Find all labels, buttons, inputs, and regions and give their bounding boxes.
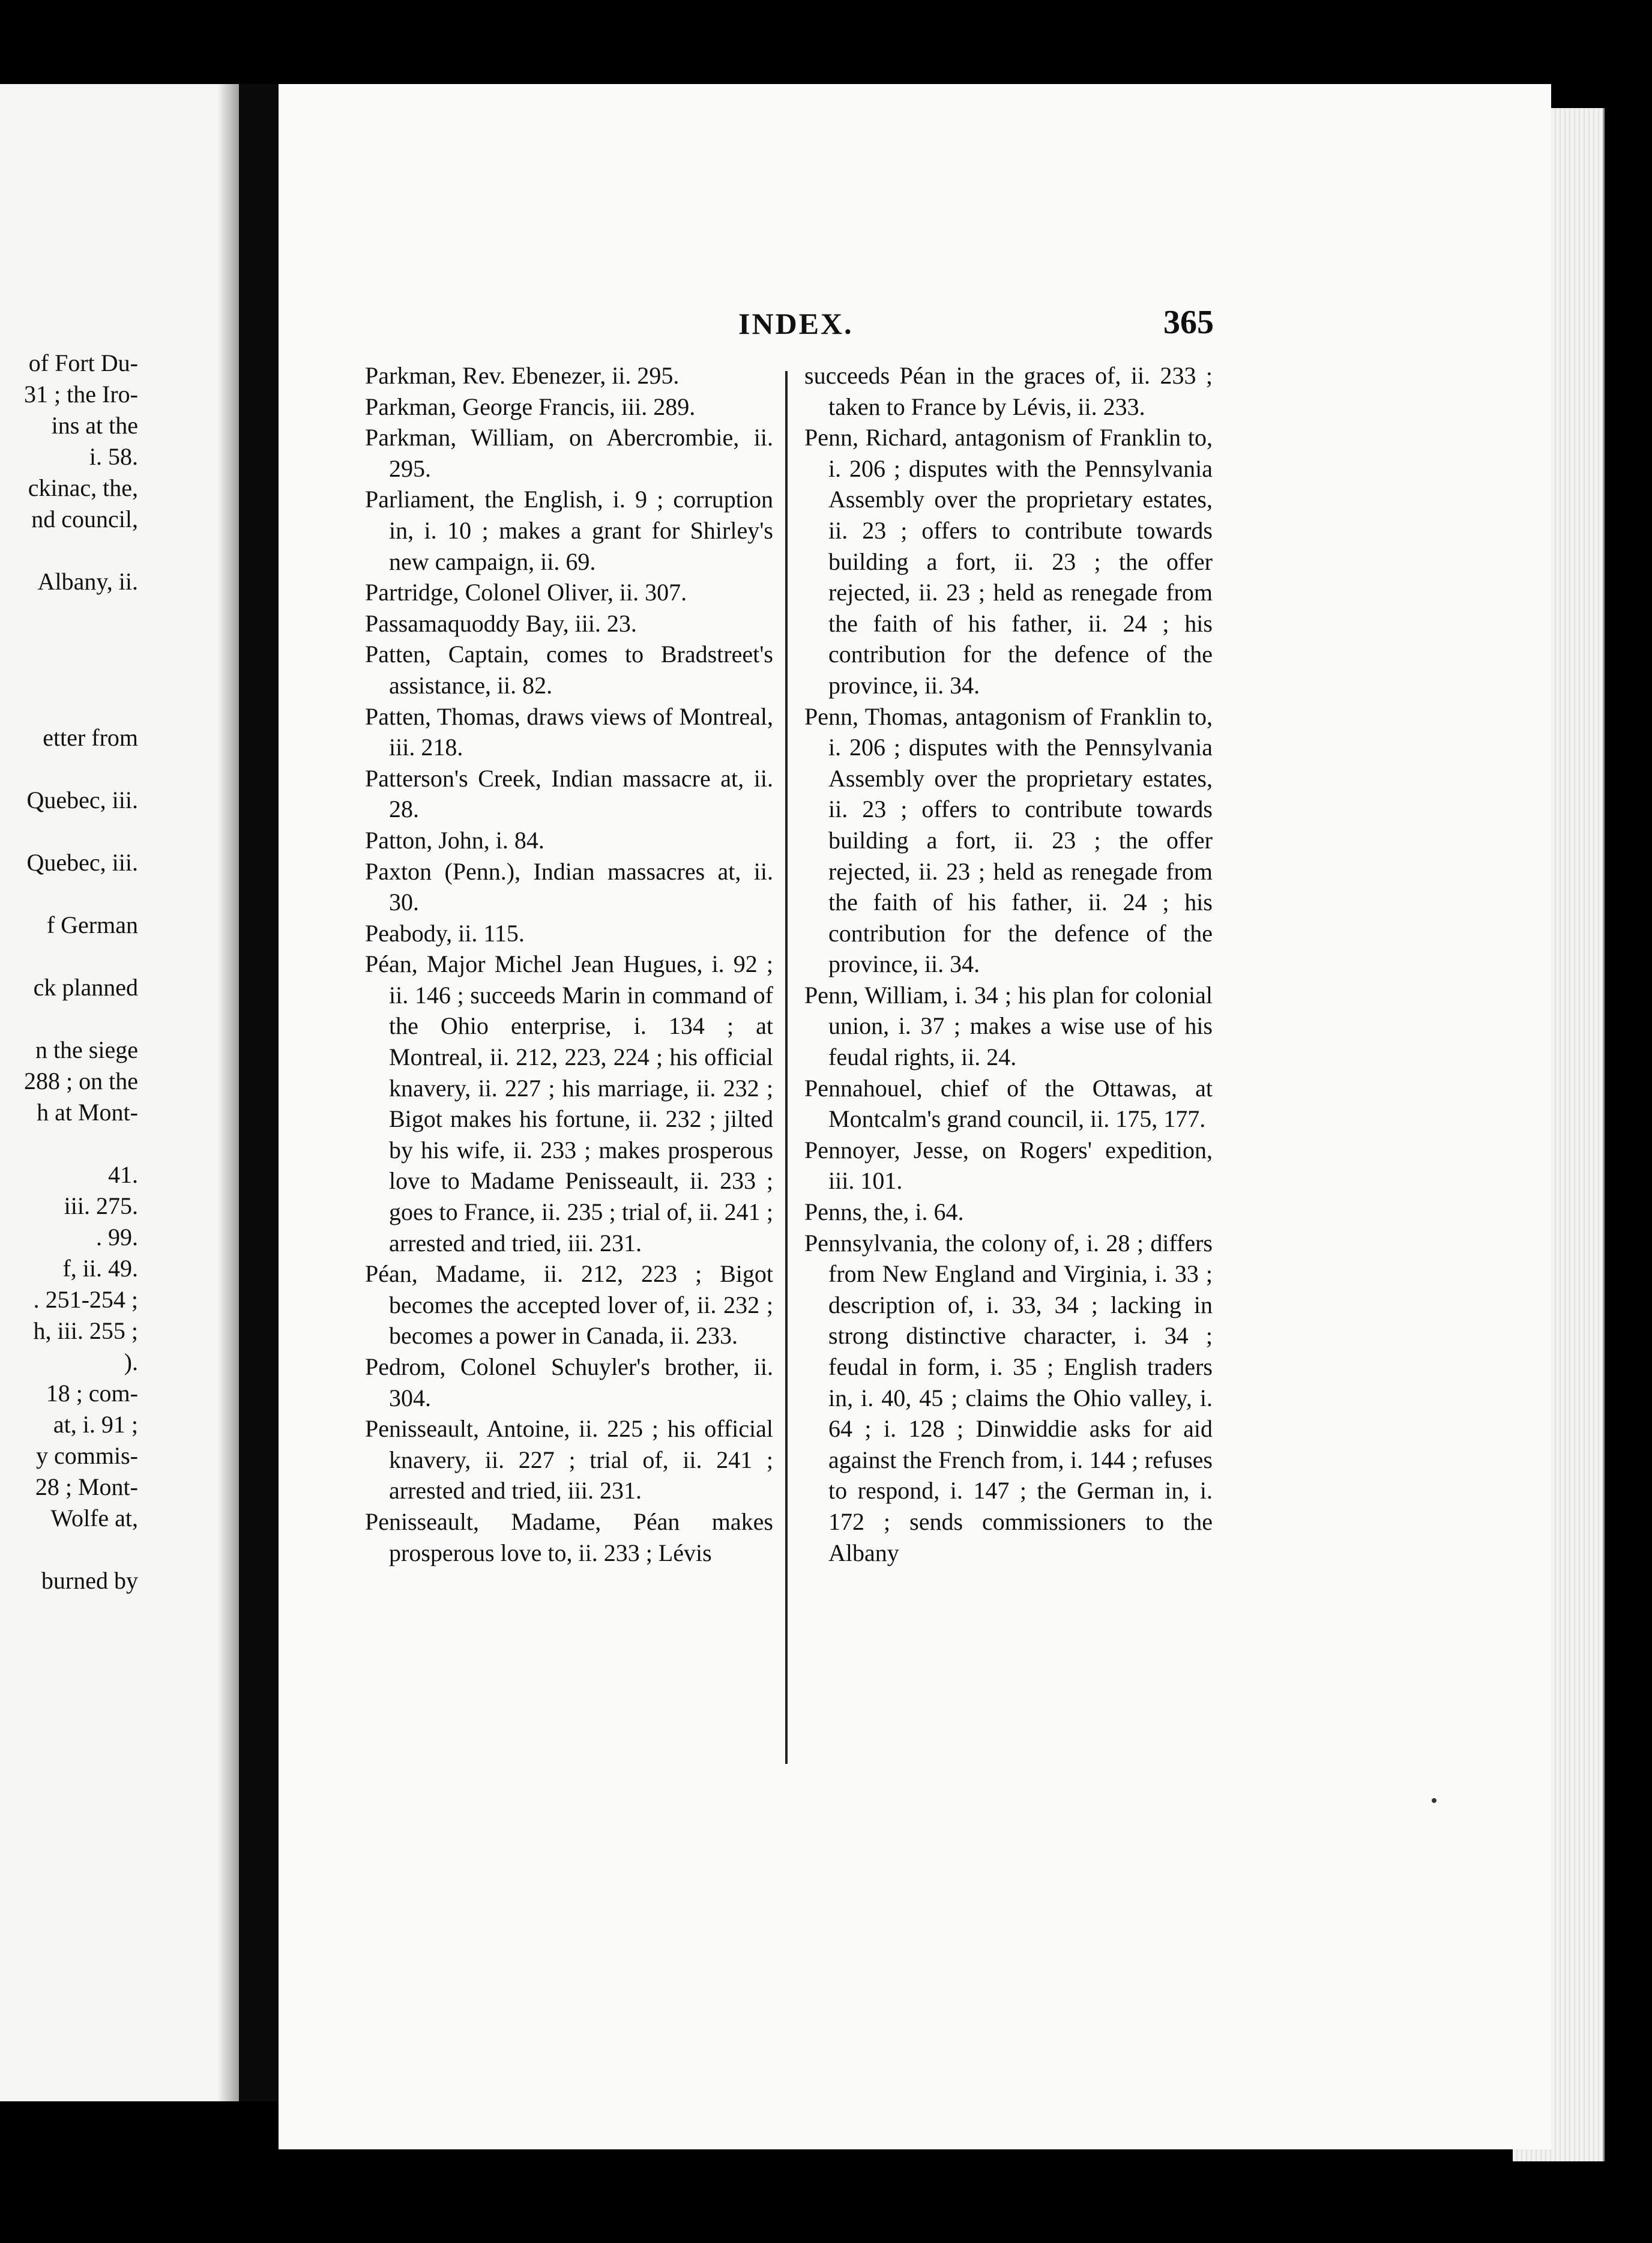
index-entry: Péan, Madame, ii. 212, 223 ; Bigot becomes the accepted lover of, ii. 232 ; becomes a power in Canada, ii. 233. (365, 1260, 773, 1350)
left-fragment-line: ins at the (51, 412, 138, 439)
index-entry: Patten, Thomas, draws views of Montreal, iii. 218. (365, 702, 773, 761)
left-fragment-line: 28 ; Mont- (35, 1473, 138, 1500)
index-entry: Penns, the, i. 64. (804, 1198, 964, 1226)
left-fragment-line: h at Mont- (37, 1099, 138, 1126)
gutter-shadow (217, 84, 239, 2101)
left-fragment-line: Wolfe at, (50, 1505, 138, 1532)
index-entry: Parkman, William, on Abercrombie, ii. 295. (365, 424, 773, 482)
left-fragment-line: ck planned (33, 974, 138, 1001)
index-entry: Partridge, Colonel Oliver, ii. 307. (365, 579, 687, 606)
left-fragment-line: n the siege (35, 1036, 138, 1063)
index-entry: Penn, Richard, antagonism of Franklin to, i. 206 ; disputes with the Pennsylvania Assembly over the proprietary estates, ii. 23 ; offers to contribute towards building a fort, ii. 23 ; the offer rejected, ii. 23 ; held as renegade from the faith of his father, ii. 24 ; his contribution for the defence of the province, ii. 34. (804, 424, 1213, 699)
left-fragment-line: burned by (41, 1567, 138, 1594)
left-fragment-line: 31 ; the Iro- (24, 381, 138, 408)
index-entry: Patton, John, i. 84. (365, 826, 544, 854)
left-fragment-line: at, i. 91 ; (53, 1411, 138, 1438)
left-fragment-line: h, iii. 255 ; (33, 1317, 138, 1344)
book-spine (239, 84, 281, 2101)
column-rule (785, 371, 788, 1764)
index-entry: Passamaquoddy Bay, iii. 23. (365, 609, 637, 637)
left-fragment-line: . 99. (96, 1224, 138, 1251)
index-entry: Pennoyer, Jesse, on Rogers' expedition, iii. 101. (804, 1136, 1213, 1195)
index-column-right (804, 360, 1213, 1568)
index-entry: Patterson's Creek, Indian massacre at, ii. 28. (365, 764, 773, 823)
index-entry: succeeds Péan in the graces of, ii. 233 ; taken to France by Lévis, ii. 233. (804, 362, 1213, 420)
left-fragment-line: f, ii. 49. (62, 1255, 138, 1282)
left-fragment-line: Quebec, iii. (26, 849, 138, 876)
left-fragment-line: 41. (108, 1161, 138, 1188)
left-fragment-line: ). (124, 1348, 138, 1375)
left-fragment-line: 288 ; on the (24, 1067, 138, 1094)
left-fragment-line: 18 ; com- (46, 1380, 138, 1407)
index-entry: Peabody, ii. 115. (365, 919, 525, 947)
left-fragment-line: of Fort Du- (28, 349, 138, 376)
index-entry: Parliament, the English, i. 9 ; corruption in, i. 10 ; makes a grant for Shirley's new campaign, ii. 69. (365, 486, 773, 575)
index-column-left (365, 360, 773, 1568)
left-fragment-line: Quebec, iii. (26, 786, 138, 814)
left-fragment-line: ckinac, the, (28, 474, 138, 501)
index-entry: Paxton (Penn.), Indian massacres at, ii. 30. (365, 857, 773, 916)
left-fragment-line: i. 58. (89, 443, 138, 470)
left-fragment-line: iii. 275. (64, 1192, 138, 1219)
left-fragment-line: f German (46, 911, 138, 938)
left-fragment-line: y commis- (36, 1442, 138, 1469)
left-facing-page (0, 84, 239, 2101)
left-fragment-line: Albany, ii. (37, 568, 138, 595)
index-entry: Parkman, George Francis, iii. 289. (365, 393, 696, 420)
index-entry: Penn, Thomas, antagonism of Franklin to, i. 206 ; disputes with the Pennsylvania Assembly over the proprietary estates, ii. 23 ; offers to contribute towards building a fort, ii. 23 ; the offer rejected, ii. 23 ; held as renegade from the faith of his father, ii. 24 ; his contribution for the defence of the province, ii. 34. (804, 702, 1213, 978)
index-entry: Pedrom, Colonel Schuyler's brother, ii. 304. (365, 1353, 773, 1411)
left-fragment-line: . 251-254 ; (33, 1286, 138, 1313)
index-entry: Parkman, Rev. Ebenezer, ii. 295. (365, 362, 680, 389)
index-entry: Patten, Captain, comes to Bradstreet's assistance, ii. 82. (365, 641, 773, 699)
running-head: INDEX. (738, 307, 854, 340)
index-entry: Penisseault, Madame, Péan makes prosperous love to, ii. 233 ; Lévis (365, 1508, 773, 1566)
left-fragment-line: etter from (43, 724, 138, 751)
stray-mark (1432, 1798, 1436, 1803)
left-fragment-line: nd council, (31, 506, 138, 533)
index-entry: Penn, William, i. 34 ; his plan for colonial union, i. 37 ; makes a wise use of his feudal rights, ii. 24. (804, 981, 1213, 1071)
index-entry: Péan, Major Michel Jean Hugues, i. 92 ; ii. 146 ; succeeds Marin in command of the Ohio enterprise, i. 134 ; at Montreal, ii. 212, 223, 224 ; his official knavery, ii. 227 ; his marriage, ii. 232 ; Bigot makes his fortune, ii. 232 ; jilted by his wife, ii. 233 ; makes prosperous love to Madame Penisseault, ii. 233 ; goes to France, ii. 235 ; trial of, ii. 241 ; arrested and tried, iii. 231. (365, 950, 773, 1257)
page-number: 365 (1163, 304, 1214, 341)
index-entry: Pennsylvania, the colony of, i. 28 ; differs from New England and Virginia, i. 33 ; description of, i. 33, 34 ; lacking in strong distinctive character, i. 34 ; feudal in form, i. 35 ; English traders in, i. 40, 45 ; claims the Ohio valley, i. 64 ; i. 128 ; Dinwiddie asks for aid against the French from, i. 144 ; refuses to respond, i. 147 ; the German in, i. 172 ; sends commissioners to the Albany (804, 1229, 1213, 1566)
index-entry: Penisseault, Antoine, ii. 225 ; his official knavery, ii. 227 ; trial of, ii. 241 ; arrested and tried, iii. 231. (365, 1415, 773, 1505)
index-entry: Pennahouel, chief of the Ottawas, at Montcalm's grand council, ii. 175, 177. (804, 1074, 1213, 1133)
